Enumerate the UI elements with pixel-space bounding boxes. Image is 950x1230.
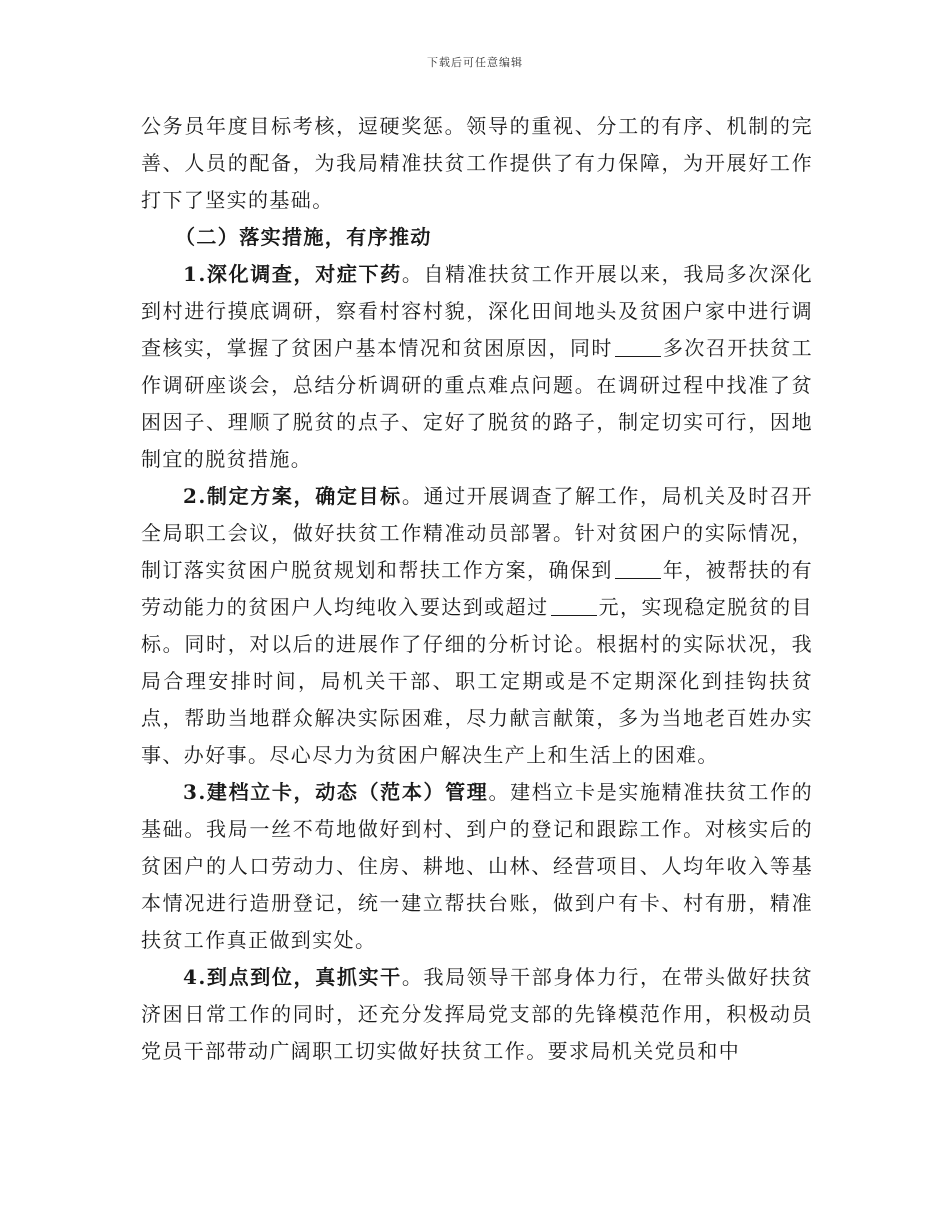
paragraph-3-lead: 3.建档立卡，动态（范本）管理 xyxy=(183,780,489,804)
paragraph-2-body-b: 年，被帮扶的有劳动能力的贫困户人均纯收入要达到或超过 xyxy=(141,558,813,619)
paragraph-3 xyxy=(141,774,813,959)
paragraph-4-lead: 4.到点到位，真抓实干 xyxy=(183,965,402,989)
paragraph-2-lead: 2.制定方案，确定目标 xyxy=(183,484,402,508)
page-header: 下载后可任意编辑 xyxy=(427,56,523,69)
document-body xyxy=(141,108,813,1070)
fill-blank xyxy=(615,556,661,579)
paragraph-continuation: 公务员年度目标考核，逗硬奖惩。领导的重视、分工的有序、机制的完善、人员的配备，为我局精准扶贫工作提供了有力保障，为开展好工作打下了坚实的基础。 xyxy=(141,114,813,212)
paragraph-4-body-a: 。我局领导干部身体力行，在带头做好扶贫济困日常工作的同时，还充分发挥局党支部的先锋模范作用，积极动员党员干部带动广阔职工切实做好扶贫工作。要求局机关党员和中 xyxy=(141,965,813,1063)
fill-blank xyxy=(551,593,597,616)
paragraph-4 xyxy=(141,959,813,1070)
paragraph-2-body-c: 元，实现稳定脱贫的目标。同时，对以后的进展作了仔细的分析讨论。根据村的实际状况，我局合理安排时间，局机关干部、职工定期或是不定期深化到挂钩扶贫点，帮助当地群众解决实际困难，尽力献言献策，多为当地老百姓办实事、办好事。尽心尽力为贫困户解决生产上和生活上的困难。 xyxy=(141,595,813,767)
paragraph-1-body-b: 多次召开扶贫工作调研座谈会，总结分析调研的重点难点问题。在调研过程中找准了贫困因子、理顺了脱贫的点子、定好了脱贫的路子，制定切实可行，因地制宜的脱贫措施。 xyxy=(141,336,813,471)
paragraph-1-body-a: 。自精准扶贫工作开展以来，我局多次深化到村进行摸底调研，察看村容村貌，深化田间地头及贫困户家中进行调查核实，掌握了贫困户基本情况和贫困原因，同时 xyxy=(141,262,813,360)
paragraph-2-body-a: 。通过开展调查了解工作，局机关及时召开全局职工会议，做好扶贫工作精准动员部署。针对贫困户的实际情况，制订落实贫困户脱贫规划和帮扶工作方案，确保到 xyxy=(141,484,813,582)
section-heading: （二）落实措施，有序推动 xyxy=(175,225,432,249)
paragraph-3-body-a: 。建档立卡是实施精准扶贫工作的基础。我局一丝不苟地做好到村、到户的登记和跟踪工作。对核实后的贫困户的人口劳动力、住房、耕地、山林、经营项目、人均年收入等基本情况进行造册登记，统一建立帮扶台账，做到户有卡、村有册，精准扶贫工作真正做到实处。 xyxy=(141,780,813,952)
paragraph-2 xyxy=(141,478,813,774)
fill-blank xyxy=(615,334,661,357)
paragraph-1-lead: 1.深化调查，对症下药 xyxy=(183,262,402,286)
paragraph-1 xyxy=(141,256,813,478)
